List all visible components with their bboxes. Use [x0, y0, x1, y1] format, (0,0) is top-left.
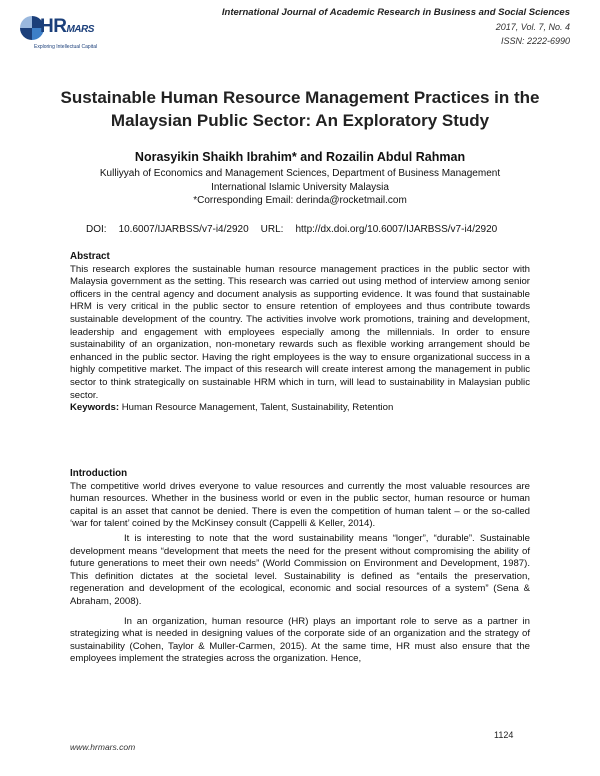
- author-affiliation: [60, 167, 540, 208]
- publisher-logo: [20, 14, 116, 62]
- keywords-line: [70, 402, 530, 415]
- url-label: URL:: [260, 224, 284, 235]
- journal-name: International Journal of Academic Research in Business and Social Sciences: [221, 7, 570, 18]
- abstract-heading: Abstract: [70, 251, 110, 262]
- journal-volume: 2017, Vol. 7, No. 4: [495, 22, 570, 32]
- logo-wordmark: HRMARS: [40, 16, 94, 37]
- article-authors: Norasyikin Shaikh Ibrahim* and Rozailin Abdul Rahman: [134, 150, 466, 164]
- introduction-section: [70, 468, 530, 666]
- url-value[interactable]: http://dx.doi.org/10.6007/IJARBSS/v7-i4/2920: [295, 224, 498, 235]
- article-title: Sustainable Human Resource Management Practices in the Malaysian Public Sector: An Exploratory Study: [60, 88, 540, 130]
- intro-paragraph-3: In an organization, human resource (HR) plays an important role to serve as a partner in strategizing what is needed in designing values of the corporate side of an organization and the strategy of sustainability (Cohen, Taylor & Muller-Carmen, 2015). At the same time, HR must also ensure that the employees implement the strategies across the organization. Hence,: [70, 615, 530, 665]
- abstract-section: [70, 251, 530, 415]
- doi-value[interactable]: 10.6007/IJARBSS/v7-i4/2920: [118, 224, 249, 235]
- page-number: 1124: [494, 730, 514, 740]
- intro-paragraph-2: It is interesting to note that the word sustainability means “longer”, “durable”. Sustainable development means “development that meets the need for the present without compromising the ability of future generations to meet their own needs” (World Commission on Environment and Development, 1987). This definition dictates at the societal level. Sustainability is defined as “entails the preservation, regeneration and development of the ecological, economic and social resources of a system” (Sena & Abraham, 2008).: [70, 532, 530, 607]
- corresponding-email: *Corresponding Email: derinda@rocketmail.com: [193, 195, 407, 206]
- abstract-text: This research explores the sustainable human resource management practices in the public sector with Malaysia government as the setting. This research was carried out using method of interview among senior officers in the central agency and document analysis as supporting evidence. It was found that sustainable HRM is very critical in the public sector to ensure retention of employees and thus contribute towards sustainable development of the country. The activities involve work promotions, training and development, leadership and engagement with employees especially among the millennials. In order to ensure sustainability of an organization, non-monetary rewards such as flexible working arrangement should be enhanced in the public sector. Having the right employees is the way to ensure organizational success in a highly competitive market. The impact of this research will create interest among the management in public sector to think strategically on sustainable HRM which in turn, will lead to sustainability in Malaysian public sector.: [70, 263, 530, 401]
- introduction-heading: Introduction: [70, 468, 128, 479]
- footer-url[interactable]: www.hrmars.com: [70, 742, 136, 752]
- intro-paragraph-1: The competitive world drives everyone to value resources and currently the most valuable resources are human resources. Whether in the business world or even in the public sector, human resource or human capital is an asset that cannot be denied. There is even the competition of human talent – or the so-called ‘war for talent’ coined by the McKinsey consult (Cappelli & Keller, 2014).: [70, 480, 530, 530]
- keywords-list: Human Resource Management, Talent, Sustainability, Retention: [121, 402, 394, 414]
- affiliation-university: International Islamic University Malaysia: [211, 181, 389, 193]
- doi-line: [86, 224, 497, 235]
- journal-header: [222, 6, 570, 48]
- logo-tagline: Exploring Intellectual Capital: [34, 44, 98, 50]
- doi-label: DOI:: [86, 224, 107, 235]
- keywords-label: Keywords:: [70, 402, 120, 414]
- journal-issn: ISSN: 2222-6990: [500, 36, 570, 46]
- affiliation-department: Kulliyyah of Economics and Management Sciences, Department of Business Management: [99, 168, 501, 179]
